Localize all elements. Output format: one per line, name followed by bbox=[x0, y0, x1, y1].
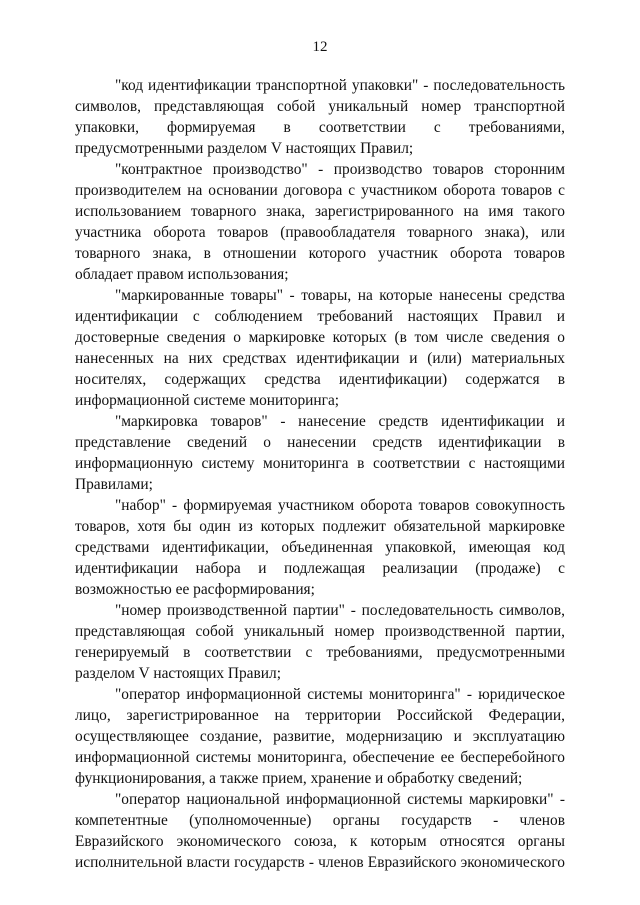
definition-paragraph: "оператор национальной информационной системы маркировки" - компетентные (уполномоченные) органы государств - членов Евразийского экономического союза, к которым относятся органы исполнительной власти государств - членов Евразийского экономического bbox=[75, 791, 565, 871]
definition-paragraph: "номер производственной партии" - последовательность символов, представляющая собой уникальный номер производственной партии, генерируемый в соответствии с требованиями, предусмотренными разделом V настоящих Правил; bbox=[75, 602, 565, 682]
definition-paragraph: "набор" - формируемая участником оборота товаров совокупность товаров, хотя бы один из которых подлежит обязательной маркировке средствами идентификации, объединенная упаковкой, имеющая код идентификации набора и подлежащая реализации (продаже) с возможностью ее расформирования; bbox=[75, 497, 565, 598]
definition-paragraph: "маркированные товары" - товары, на которые нанесены средства идентификации с соблюдением требований настоящих Правил и достоверные сведения о маркировке которых (в том числе сведения о нанесенных на них средствах идентификации и (или) материальных носителях, содержащих средства идентификации) содержатся в информационной системе мониторинга; bbox=[75, 287, 565, 409]
document-body bbox=[75, 75, 565, 873]
definition-paragraph: "маркировка товаров" - нанесение средств идентификации и представление сведений о нанесении средств идентификации в информационную систему мониторинга в соответствии с настоящими Правилами; bbox=[75, 413, 565, 493]
definition-paragraph: "код идентификации транспортной упаковки" - последовательность символов, представляющая собой уникальный номер транспортной упаковки, формируемая в соответствии с требованиями, предусмотренными разделом V настоящих Правил; bbox=[75, 77, 565, 157]
definition-paragraph: "оператор информационной системы мониторинга" - юридическое лицо, зарегистрированное на территории Российской Федерации, осуществляющее создание, развитие, модернизацию и эксплуатацию информационной системы мониторинга, обеспечение ее бесперебойного функционирования, а также прием, хранение и обработку сведений; bbox=[75, 686, 565, 787]
definition-paragraph: "контрактное производство" - производство товаров сторонним производителем на основании договора с участником оборота товаров с использованием товарного знака, зарегистрированного на имя такого участника оборота товаров (правообладателя товарного знака), или товарного знака, в отношении которого участник оборота товаров обладает правом использования; bbox=[75, 161, 565, 283]
page-number: 12 bbox=[312, 39, 328, 55]
